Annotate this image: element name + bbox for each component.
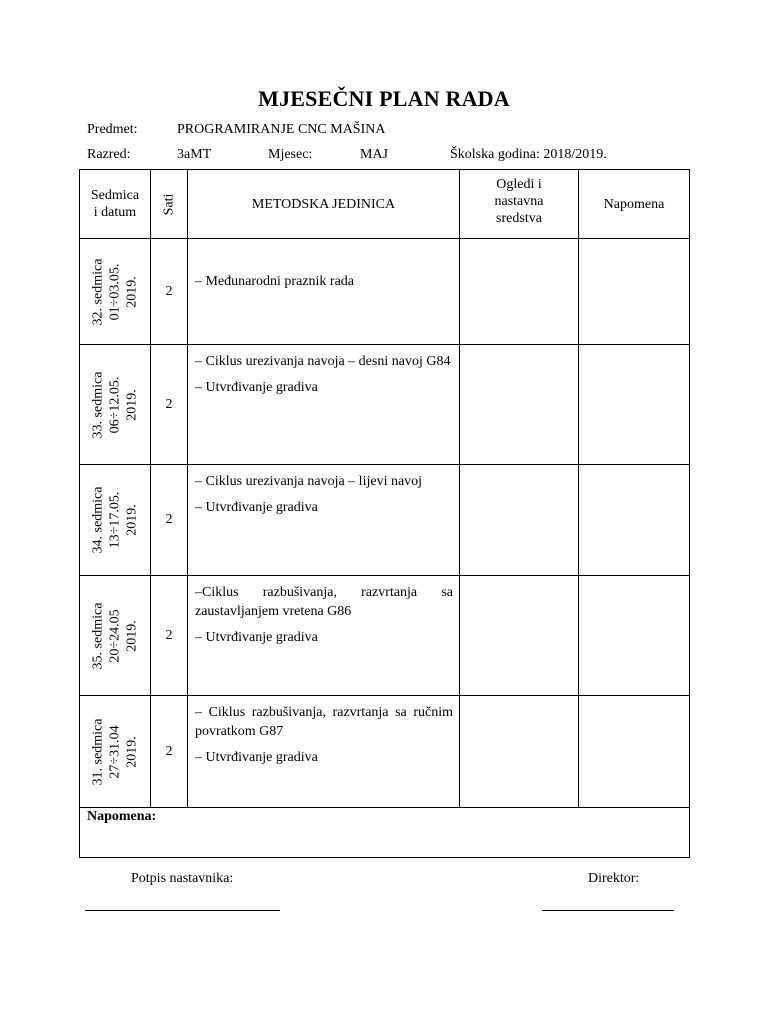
- header-aids-line3: sredstva: [496, 211, 542, 226]
- header-week-line2: i datum: [93, 205, 137, 220]
- week-cell: [80, 239, 151, 345]
- content-line: –Ciklus razbušivanja, razvrtanja sa zaustavljanjem vretena G86: [195, 585, 453, 619]
- aids-cell: [460, 465, 579, 576]
- week-number: 32. sedmica: [90, 258, 106, 325]
- week-cell: [80, 696, 151, 808]
- header-week: [80, 170, 151, 239]
- table-header-row: [80, 170, 690, 239]
- week-year: 2019.: [124, 619, 140, 652]
- content-line: – Utvrđivanje gradiva: [195, 750, 318, 765]
- week-cell: [80, 576, 151, 696]
- predmet-label: Predmet:: [87, 122, 138, 137]
- table-row: [80, 696, 690, 808]
- teacher-signature-label: Potpis nastavnika:: [131, 871, 234, 886]
- week-year: 2019.: [124, 275, 140, 308]
- aids-cell: [460, 239, 579, 345]
- hours-cell: 2: [151, 239, 188, 345]
- note-cell: [579, 345, 690, 465]
- content-line: – Utvrđivanje gradiva: [195, 500, 318, 515]
- aids-cell: [460, 576, 579, 696]
- week-dates: 27÷31.04: [107, 724, 123, 779]
- week-dates: 13÷17.05.: [107, 491, 123, 549]
- week-number: 35. sedmica: [90, 602, 106, 669]
- header-note: Napomena: [579, 170, 690, 239]
- table-row: [80, 239, 690, 345]
- week-year: 2019.: [124, 735, 140, 768]
- razred-label: Razred:: [87, 147, 131, 162]
- header-aids: [460, 170, 579, 239]
- hours-cell: 2: [151, 465, 188, 576]
- table-row: [80, 465, 690, 576]
- header-hours: [151, 170, 188, 239]
- header-hours-label: Sati: [161, 193, 177, 215]
- predmet-value: PROGRAMIRANJE CNC MAŠINA: [177, 122, 386, 137]
- hours-cell: 2: [151, 576, 188, 696]
- director-signature-line: [542, 910, 674, 911]
- content-line: – Utvrđivanje gradiva: [195, 630, 318, 645]
- note-cell: [579, 696, 690, 808]
- week-number: 33. sedmica: [90, 371, 106, 438]
- table-row: [80, 345, 690, 465]
- week-cell: [80, 345, 151, 465]
- mjesec-value: MAJ: [360, 147, 389, 162]
- content-line: – Međunarodni praznik rada: [195, 274, 354, 289]
- note-cell: [579, 239, 690, 345]
- week-label: [90, 487, 141, 554]
- content-cell: [188, 239, 460, 345]
- hours-cell: 2: [151, 696, 188, 808]
- header-aids-line1: Ogledi i: [496, 177, 542, 192]
- header-week-line1: Sedmica: [90, 188, 140, 203]
- teacher-signature-line: [85, 910, 280, 911]
- week-number: 31. sedmica: [90, 718, 106, 785]
- content-cell: [188, 576, 460, 696]
- plan-table: [79, 169, 690, 858]
- header-aids-line2: nastavna: [494, 194, 544, 209]
- header-unit: METODSKA JEDINICA: [188, 170, 460, 239]
- table-row: [80, 576, 690, 696]
- note-cell: [579, 576, 690, 696]
- content-cell: [188, 465, 460, 576]
- director-signature-label: Direktor:: [588, 871, 640, 886]
- school-year: Školska godina: 2018/2019.: [450, 147, 607, 162]
- week-year: 2019.: [124, 388, 140, 421]
- mjesec-label: Mjesec:: [268, 147, 313, 162]
- week-label: [90, 602, 141, 669]
- content-cell: [188, 345, 460, 465]
- week-dates: 01÷03.05.: [107, 263, 123, 320]
- aids-cell: [460, 696, 579, 808]
- note-cell: [579, 465, 690, 576]
- content-cell: [188, 696, 460, 808]
- content-line: – Ciklus urezivanja navoja – desni navoj G84: [195, 354, 451, 369]
- content-line: – Ciklus urezivanja navoja – lijevi navoj: [195, 474, 423, 489]
- hours-cell: 2: [151, 345, 188, 465]
- week-dates: 06÷12.05.: [107, 376, 123, 433]
- week-year: 2019.: [124, 504, 140, 536]
- footer-note: Napomena:: [80, 808, 690, 858]
- week-cell: [80, 465, 151, 576]
- page-title: MJESEČNI PLAN RADA: [258, 86, 510, 111]
- table-footer-row: [80, 808, 690, 858]
- week-label: [90, 258, 141, 325]
- week-dates: 20÷24.05: [107, 608, 123, 663]
- week-label: [90, 371, 141, 438]
- content-line: – Utvrđivanje gradiva: [195, 380, 318, 395]
- content-line: – Ciklus razbušivanja, razvrtanja sa ručnim povratkom G87: [195, 705, 453, 739]
- week-label: [90, 718, 141, 785]
- aids-cell: [460, 345, 579, 465]
- razred-value: 3aMT: [177, 147, 212, 162]
- week-number: 34. sedmica: [90, 486, 106, 554]
